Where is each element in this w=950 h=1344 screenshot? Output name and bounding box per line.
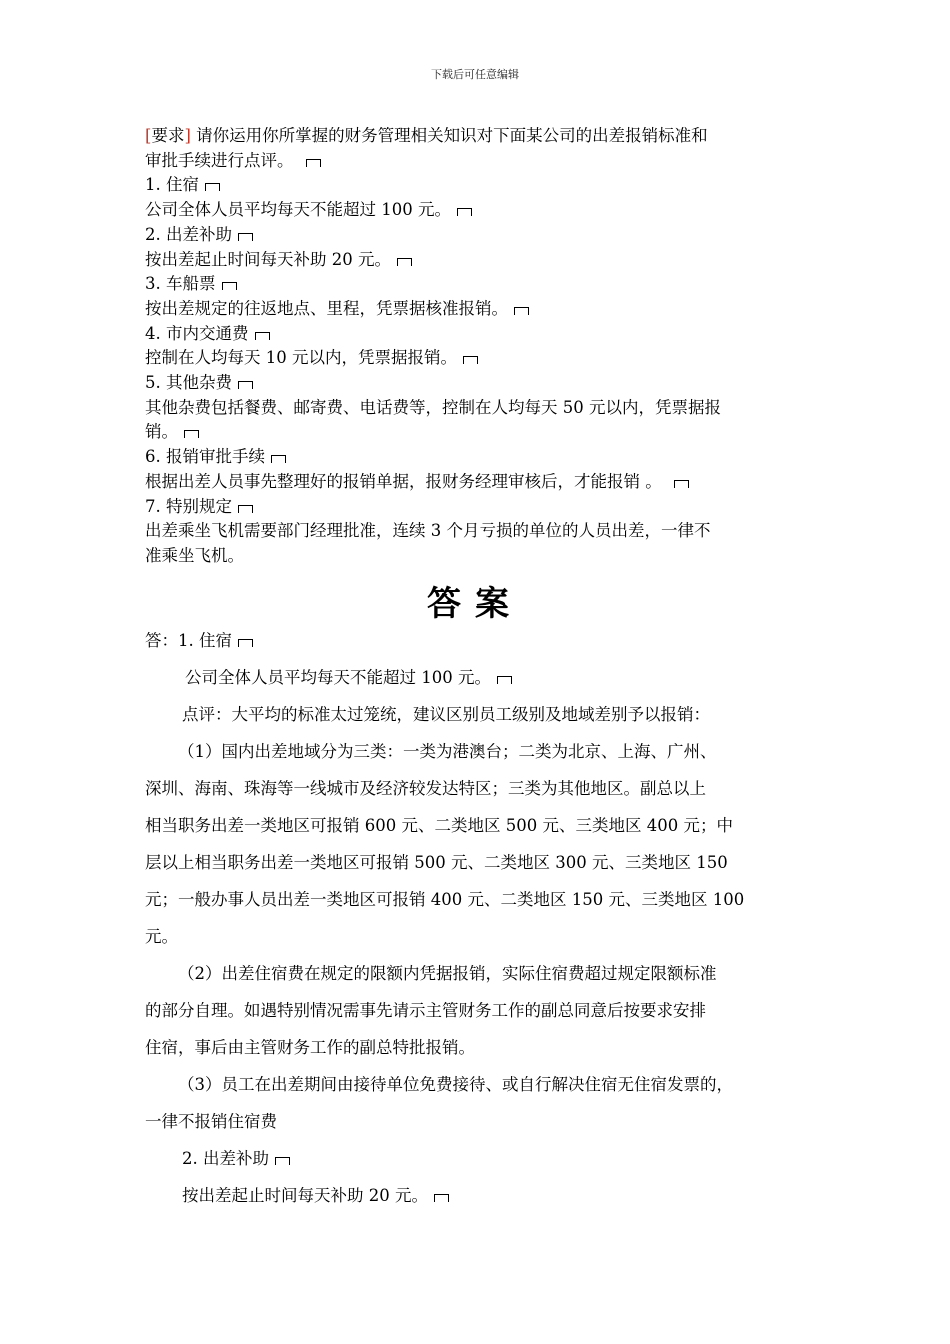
item-body: 公司全体人员平均每天不能超过 100 元。 — [145, 198, 810, 223]
item-body: 根据出差人员事先整理好的报销单据，报财务经理审核后，才能报销 。 — [145, 470, 810, 495]
requirement-label: 要求 — [151, 126, 185, 145]
answer-line: 公司全体人员平均每天不能超过 100 元。 — [145, 659, 810, 696]
paragraph-line: （3）员工在出差期间由接待单位免费接待、或自行解决住宿无住宿发票的， — [178, 1075, 733, 1094]
paragraph-mark-icon — [275, 1157, 290, 1165]
answer-section — [145, 622, 810, 1214]
item-body: 按出差规定的往返地点、里程，凭票据核准报销。 — [145, 297, 810, 322]
paragraph-line: 元。 — [145, 927, 178, 946]
answer-line: 按出差起止时间每天补助 20 元。 — [145, 1177, 810, 1214]
paragraph-line: 的部分自理。如遇特别情况需事先请示主管财务工作的副总同意后按要求安排 — [145, 1001, 706, 1020]
item-body: 出差乘坐飞机需要部门经理批准，连续 3 个月亏损的单位的人员出差，一律不 — [145, 521, 711, 541]
comment-line: 点评：大平均的标准太过笼统，建议区别员工级别及地域差别予以报销： — [182, 705, 710, 724]
item-heading: 7. 特别规定 — [145, 495, 810, 520]
item-heading: 4. 市内交通费 — [145, 322, 810, 347]
requirement-line-2: 审批手续进行点评。 — [145, 149, 810, 174]
paragraph-mark-icon — [397, 258, 412, 266]
paragraph-mark-icon — [205, 183, 220, 191]
paragraph-mark-icon — [674, 480, 689, 488]
item-heading: 1. 住宿 — [145, 173, 810, 198]
item-body: 按出差起止时间每天补助 20 元。 — [145, 248, 810, 273]
paragraph-mark-icon — [238, 381, 253, 389]
paragraph-mark-icon — [306, 159, 321, 167]
paragraph-mark-icon — [271, 455, 286, 463]
paragraph-line: （2）出差住宿费在规定的限额内凭据报销，实际住宿费超过规定限额标准 — [178, 964, 717, 983]
paragraph-line: 深圳、海南、珠海等一线城市及经济较发达特区；三类为其他地区。副总以上 — [145, 779, 706, 798]
item-heading: 3. 车船票 — [145, 272, 810, 297]
paragraph-mark-icon — [497, 676, 512, 684]
paragraph-mark-icon — [255, 332, 270, 340]
paragraph-mark-icon — [434, 1194, 449, 1202]
paragraph-mark-icon — [457, 208, 472, 216]
paragraph-mark-icon — [222, 282, 237, 290]
answer-title: 答案 — [427, 584, 523, 624]
item-body: 准乘坐飞机。 — [145, 545, 244, 565]
item-body: 销。 — [145, 420, 810, 445]
requirement-line-1: [要求] 请你运用你所掌握的财务管理相关知识对下面某公司的出差报销标准和 — [145, 126, 708, 145]
paragraph-mark-icon — [238, 505, 253, 513]
paragraph-mark-icon — [463, 356, 478, 364]
item-body: 控制在人均每天 10 元以内，凭票据报销。 — [145, 346, 810, 371]
paragraph-line: 一律不报销住宿费 — [145, 1112, 277, 1131]
paragraph-line: （1）国内出差地域分为三类：一类为港澳台；二类为北京、上海、广州、 — [178, 742, 717, 761]
page-header: 下载后可任意编辑 — [431, 68, 519, 81]
paragraph-line: 元；一般办事人员出差一类地区可报销 400 元、二类地区 150 元、三类地区 100 — [145, 890, 745, 909]
paragraph-line: 相当职务出差一类地区可报销 600 元、二类地区 500 元、三类地区 400 元；中 — [145, 816, 733, 835]
paragraph-mark-icon — [184, 430, 199, 438]
bracket-close: ] — [184, 126, 191, 145]
answer-heading: 2. 出差补助 — [145, 1140, 810, 1177]
paragraph-line: 住宿，事后由主管财务工作的副总特批报销。 — [145, 1038, 475, 1057]
paragraph-mark-icon — [238, 639, 253, 647]
item-body: 其他杂费包括餐费、邮寄费、电话费等，控制在人均每天 50 元以内，凭票据报 — [145, 397, 721, 417]
question-section — [145, 124, 810, 569]
paragraph-line: 层以上相当职务出差一类地区可报销 500 元、二类地区 300 元、三类地区 150 — [145, 853, 728, 872]
item-heading: 6. 报销审批手续 — [145, 445, 810, 470]
item-heading: 5. 其他杂费 — [145, 371, 810, 396]
item-heading: 2. 出差补助 — [145, 223, 810, 248]
paragraph-mark-icon — [514, 307, 529, 315]
paragraph-mark-icon — [238, 233, 253, 241]
bracket-open: [ — [145, 126, 152, 145]
answer-heading: 答：1. 住宿 — [145, 622, 810, 659]
